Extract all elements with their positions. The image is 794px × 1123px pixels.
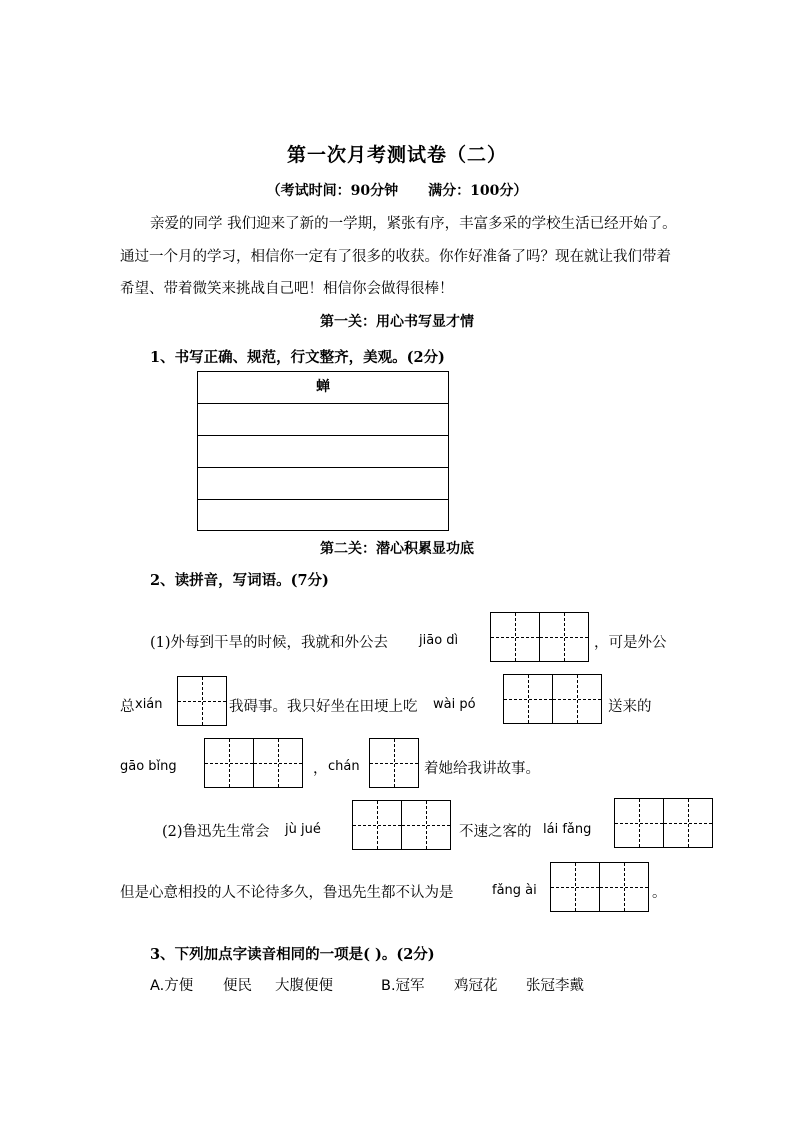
option-b[interactable]: B.冠军 [381,978,425,994]
q2-p2-line1-text: (2)鲁迅先生常会 [162,824,270,840]
pinyin-fangai: fǎng ài [492,883,537,898]
pinyin-waipo: wài pó [433,697,476,712]
pinyin-xian: xián [135,697,163,712]
question-1-label: 1、书写正确、规范，行文整齐，美观。(2分) [150,349,445,366]
char-box[interactable] [352,800,402,850]
char-box[interactable] [550,862,600,912]
writing-grid [197,371,449,531]
q2-p1-line1-after: ，可是外公 [594,635,667,651]
char-box[interactable] [253,738,303,788]
q2-p2-line2-text: 但是心意相投的人不论待多久，鲁迅先生都不认为是 [120,885,454,901]
section-2-heading: 第二关：潜心积累显功底 [320,541,474,557]
section-1-heading: 第一关：用心书写显才情 [320,314,474,330]
char-box[interactable] [369,738,419,788]
page-title: 第一次月考测试卷（二） [286,144,507,166]
intro-line-3: 希望、带着微笑来挑战自己吧！相信你会做得很棒！ [120,281,454,297]
pinyin-jujue: jù jué [285,822,321,837]
pinyin-jiaodi: jiāo dì [419,633,459,648]
exam-score: 满分：100分） [428,183,528,199]
intro-line-2: 通过一个月的学习，相信你一定有了很多的收获。你作好准备了吗？现在就让我们带着 [120,249,671,265]
q2-p2-line1-mid: 不速之客的 [459,824,532,840]
char-box[interactable] [401,800,451,850]
char-box[interactable] [599,862,649,912]
q2-p1-line3-after: 着她给我讲故事。 [424,761,540,777]
question-2-label: 2、读拼音，写词语。(7分) [150,572,329,589]
option-b-word-2: 鸡冠花 [454,978,498,994]
q2-p1-line2-text: 总 [120,699,135,715]
pinyin-laifang: lái fǎng [543,822,592,837]
option-a-word-3: 大腹便便 [275,978,333,994]
q2-p1-line3-comma: ， [313,761,328,777]
writing-row[interactable] [198,404,448,436]
pinyin-gaobing: gāo bǐng [120,759,177,774]
char-box[interactable] [177,676,227,726]
writing-row[interactable] [198,500,448,532]
writing-row[interactable] [198,436,448,468]
char-box[interactable] [552,674,602,724]
q2-p1-line1-text: (1)外每到干旱的时候，我就和外公去 [150,635,389,651]
q2-p2-line2-end: 。 [652,885,667,901]
char-box[interactable] [614,798,664,848]
question-3-options [150,974,584,995]
writing-row[interactable] [198,468,448,500]
char-box[interactable] [503,674,553,724]
exam-info [0,180,794,200]
writing-grid-char: 蝉 [198,372,448,404]
char-box[interactable] [204,738,254,788]
exam-time: （考试时间：90分钟 [266,183,399,199]
char-box[interactable] [490,612,540,662]
q2-p1-line2-after: 送来的 [608,699,652,715]
char-box[interactable] [539,612,589,662]
q2-p1-line2-mid: 我碍事。我只好坐在田埂上吃 [229,699,418,715]
pinyin-chan: chán [328,759,360,774]
option-a[interactable]: A.方便 [150,978,194,994]
intro-line-1: 亲爱的同学 我们迎来了新的一学期，紧张有序，丰富多采的学校生活已经开始了。 [150,216,677,232]
char-box[interactable] [663,798,713,848]
question-3-label: 3、下列加点字读音相同的一项是( )。(2分) [150,946,435,963]
option-a-word-2: 便民 [223,978,252,994]
option-b-word-3: 张冠李戴 [526,978,584,994]
